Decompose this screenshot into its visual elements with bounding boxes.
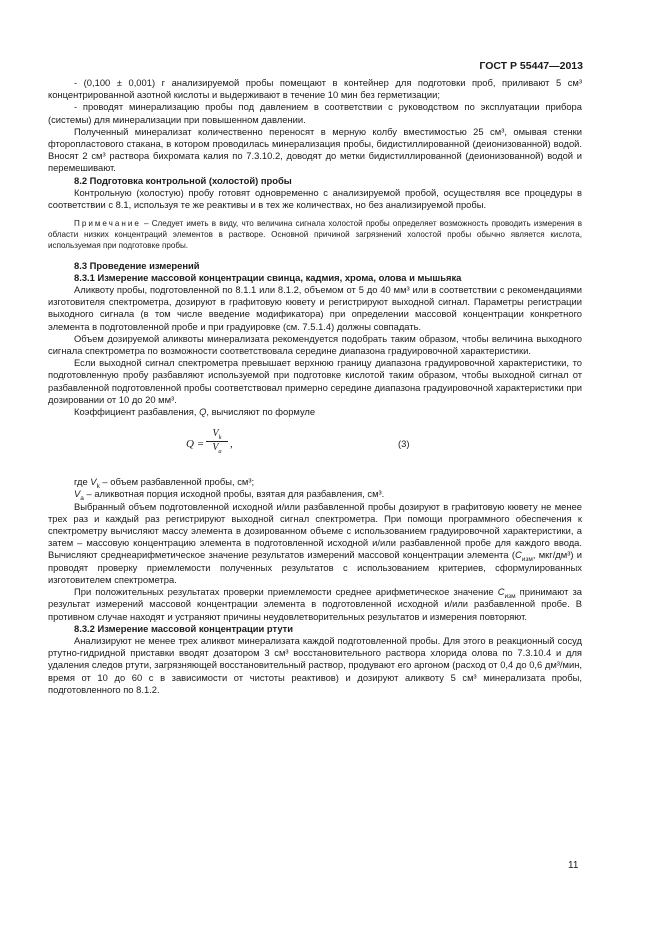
subsection-heading-8-3-1: 8.3.1 Измерение массовой концентрации свинца, кадмия, хрома, олова и мышьяка xyxy=(74,271,462,283)
formula-lhs: Q = xyxy=(186,438,205,451)
formula-3 xyxy=(48,424,582,470)
text: Коэффициент разбавления, xyxy=(74,406,200,418)
note-text: – Следует иметь в виду, что величина сигнала холостой пробы определяет возможность проводить измерения в области низких концентраций элементов в растворе. Основной причиной загрязнений холостой пробы обычно является кислота, используемая при подготовке пробы. xyxy=(48,219,582,250)
paragraph: - проводят минерализацию пробы под давлением в соответствии с руководством по эксплуатации прибора (системы) для минерализации при повышенном давлении. xyxy=(48,101,582,125)
paragraph: Контрольную (холостую) пробу готовят одновременно с анализируемой пробой, осуществляя все процедуры в соответствии с 8.1, используя те же реактивы и в тех же количествах, но без анализируемой пробы. xyxy=(48,186,582,211)
subsection-heading-8-3-2: 8.3.2 Измерение массовой концентрации ртути xyxy=(74,622,294,634)
paragraph: Полученный минерализат количественно переносят в мерную колбу вместимостью 25 см³, омывая стенки фторопластового стакана, в котором проводилась минерализация пробы, бидистиллированной (деионизованной) водой. Вносят 2 см³ раствора бихромата калия по 7.3.10.2, доводят до метки бидистиллированной (деионизованной) водой и перемешивают. xyxy=(48,125,582,174)
formula-numerator: $V_k$ xyxy=(206,428,228,442)
section-heading-8-3: 8.3 Проведение измерений xyxy=(74,259,200,271)
document-body xyxy=(48,77,582,696)
section-heading-8-2: 8.2 Подготовка контрольной (холостой) пробы xyxy=(74,174,292,186)
formula-fraction xyxy=(206,428,228,454)
paragraph: Анализируют не менее трех аликвот минерализата каждой подготовленной пробы. Для этого в реакционный сосуд ртутно-гидридной приставки вводят дозатором 3 см³ восстановительного раствора хлорида олова по 7.3.10.4 и для удаления следов ртути, загрязняющей восстановительный раствор, продувают его аргоном (расход от 0,4 до 0,6 дм³/мин, время от 10 до 60 с в зависимости от чистоты реактивов) и дозируют аликвоту 5 см³ минерализата пробы, подготовленного по 8.1.2. xyxy=(48,634,582,695)
formula-comma: , xyxy=(230,438,233,451)
paragraph: При положительных результатах проверки приемлемости среднее арифметическое значение $C_{изм}$ принимают за результат измерений массовой концентрации элемента в подготовленной исходной и/или разбавленной пробе. В противном случае находят и устраняют причины неудовлетворительных результатов и измерения повторяют. xyxy=(48,586,582,622)
variable: Q xyxy=(199,406,207,418)
paragraph: Если выходной сигнал спектрометра превышает верхнюю границу диапазона градуировочной характеристики, то подготовленную пробу разбавляют используемой при подготовке кислотой таким образом, чтобы выходной сигнал от разбавленной подготовленной пробы соответствовал примерно середине диапазона градуировочной характеристики при дозировании от 10 до 20 мм³. xyxy=(48,357,582,405)
text: , вычисляют по формуле xyxy=(206,406,316,418)
paragraph: Выбранный объем подготовленной исходной и/или разбавленной пробы дозируют в графитовую кювету не менее трех раз и каждый раз регистрируют выходной сигнал спектрометра. При помощи программного обеспечения к спектрометру вычисляют массу элемента в дозированном объеме с использованием градуировочной характеристики, а затем – массовую концентрацию элемента в подготовленной исходной и/или разбавленной пробе для каждого ввода. Вычисляют среднеарифметическое значение результатов измерений массовой концентрации элемента ($C_{изм}$, мкг/дм³) и проводят проверку приемлемости полученных результатов с использованием критериев, сформулированных изготовителем спектрометра. xyxy=(48,500,582,585)
equation-number: (3) xyxy=(398,438,410,450)
paragraph: Объем дозируемой аликвоты минерализата рекомендуется подобрать таким образом, чтобы величина выходного сигнала спектрометра по возможности соответствовала середине диапазона градуировочной характеристики. xyxy=(48,332,582,357)
note-label: Примечание xyxy=(74,219,141,229)
note-block xyxy=(48,219,582,251)
paragraph xyxy=(48,406,582,418)
formula-denominator: $V_a$ xyxy=(212,442,222,456)
page-number: 11 xyxy=(568,860,579,871)
paragraph: Аликвоту пробы, подготовленной по 8.1.1 или 8.1.2, объемом от 5 до 40 мм³ или в соответствии с рекомендациями изготовителя спектрометра, дозируют в графитовую кювету и регистрируют выходной сигнал. Параметры регистрации выходного сигнала (в том числе введение модификатора) при определении массовой концентрации конкретного элемента в подготовленной пробе и при градуировке (см. 7.5.1.4) должны совпадать. xyxy=(48,284,582,332)
document-header: ГОСТ Р 55447—2013 xyxy=(479,60,583,72)
where-line: где $V_k$ – объем разбавленной пробы, см³; xyxy=(74,476,255,491)
paragraph: - (0,100 ± 0,001) г анализируемой пробы помещают в контейнер для подготовки проб, приливают 5 см³ концентрированной азотной кислоты и выдерживают в течение 10 мин без герметизации; xyxy=(48,77,582,101)
where-line: $V_a$ – аликвотная порция исходной пробы, взятая для разбавления, см³. xyxy=(74,488,385,503)
